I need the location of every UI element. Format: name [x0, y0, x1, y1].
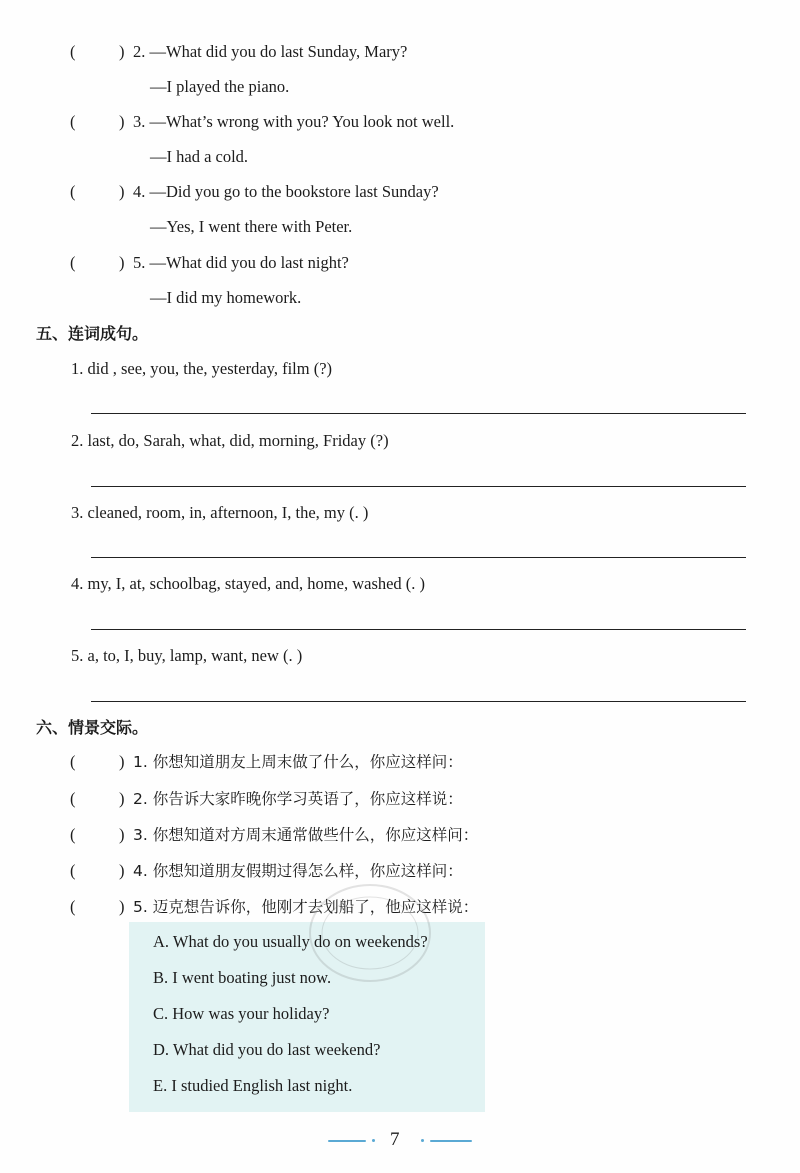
- reorder-prompt: 1. did , see, you, the, yesterday, film (?): [71, 359, 333, 378]
- answer-blank-line[interactable]: [91, 413, 746, 414]
- reorder-prompt: 4. my, I, at, schoolbag, stayed, and, home, washed (. ): [71, 574, 426, 593]
- dialogue-answer: —I played the piano.: [150, 77, 290, 96]
- option-c: C. How was your holiday?: [153, 1004, 330, 1023]
- answer-paren-open: (: [70, 752, 76, 771]
- option-e: E. I studied English last night.: [153, 1076, 353, 1095]
- footer-decoration-right: [430, 1140, 472, 1142]
- answer-paren-open: (: [70, 825, 76, 844]
- answer-paren-close: ): [119, 112, 125, 131]
- dialogue-answer: —Yes, I went there with Peter.: [150, 217, 353, 236]
- answer-paren-close: ): [119, 825, 125, 844]
- answer-paren-close: ): [119, 789, 125, 808]
- situation-prompt: 5. 迈克想告诉你，他刚才去划船了，他应这样说：: [133, 898, 479, 916]
- answer-paren-close: ): [119, 253, 125, 272]
- reorder-prompt: 3. cleaned, room, in, afternoon, I, the, my (. ): [71, 503, 369, 522]
- option-b: B. I went boating just now.: [153, 968, 332, 987]
- answer-paren-open: (: [70, 112, 76, 131]
- section-6-heading: 六、情景交际。: [36, 718, 149, 737]
- footer-dot: [421, 1139, 424, 1142]
- dialogue-answer: —I did my homework.: [150, 288, 302, 307]
- answer-blank-line[interactable]: [91, 701, 746, 702]
- option-a: A. What do you usually do on weekends?: [153, 932, 428, 951]
- answer-paren-open: (: [70, 861, 76, 880]
- answer-paren-open: (: [70, 42, 76, 61]
- situation-prompt: 4. 你想知道朋友假期过得怎么样，你应这样问：: [133, 862, 463, 880]
- situation-prompt: 2. 你告诉大家昨晚你学习英语了，你应这样说：: [133, 790, 463, 808]
- dialogue-answer: —I had a cold.: [150, 147, 249, 166]
- footer-dot: [372, 1139, 375, 1142]
- answer-paren-open: (: [70, 182, 76, 201]
- page-number: 7: [390, 1129, 400, 1150]
- answer-paren-close: ): [119, 897, 125, 916]
- footer-decoration-left: [328, 1140, 366, 1142]
- reorder-prompt: 5. a, to, I, buy, lamp, want, new (. ): [71, 646, 303, 665]
- answer-paren-close: ): [119, 182, 125, 201]
- option-d: D. What did you do last weekend?: [153, 1040, 381, 1059]
- answer-paren-open: (: [70, 253, 76, 272]
- answer-paren-open: (: [70, 897, 76, 916]
- reorder-prompt: 2. last, do, Sarah, what, did, morning, Friday (?): [71, 431, 389, 450]
- answer-paren-open: (: [70, 789, 76, 808]
- dialogue-question: 3. —What’s wrong with you? You look not well.: [133, 112, 455, 131]
- answer-paren-close: ): [119, 861, 125, 880]
- answer-blank-line[interactable]: [91, 629, 746, 630]
- section-5-heading: 五、连词成句。: [36, 324, 149, 343]
- situation-prompt: 1. 你想知道朋友上周末做了什么，你应这样问：: [133, 753, 463, 771]
- answer-blank-line[interactable]: [91, 557, 746, 558]
- dialogue-question: 4. —Did you go to the bookstore last Sunday?: [133, 182, 439, 201]
- answer-paren-close: ): [119, 752, 125, 771]
- dialogue-question: 5. —What did you do last night?: [133, 253, 349, 272]
- answer-paren-close: ): [119, 42, 125, 61]
- dialogue-question: 2. —What did you do last Sunday, Mary?: [133, 42, 408, 61]
- situation-prompt: 3. 你想知道对方周末通常做些什么，你应这样问：: [133, 826, 479, 844]
- answer-blank-line[interactable]: [91, 486, 746, 487]
